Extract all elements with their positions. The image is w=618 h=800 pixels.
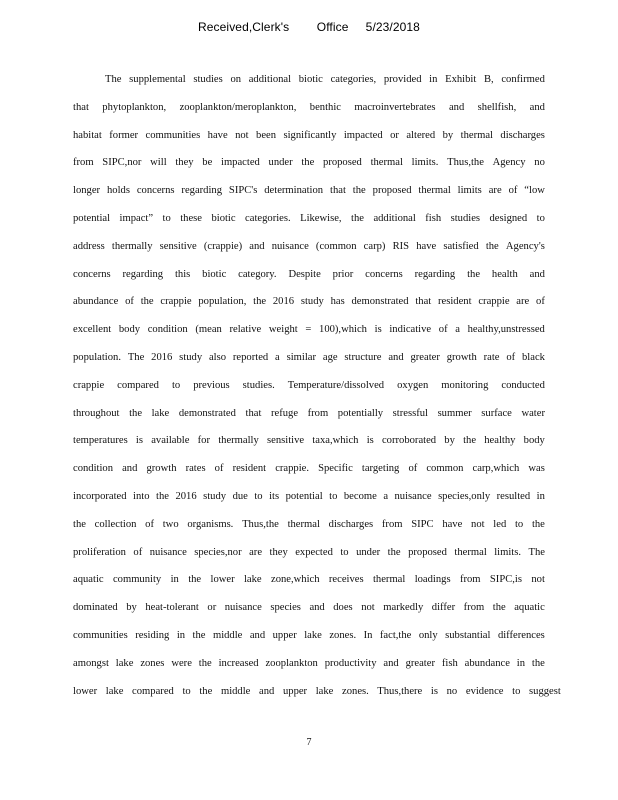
text-line: address thermally sensitive (crappie) and nuisance (common carp) RIS have satisfied the Agency's <box>73 240 545 252</box>
text-line: incorporated into the 2016 study due to its potential to become a nuisance species,only resulted in <box>73 490 545 502</box>
text-line: population. The 2016 study also reported a similar age structure and greater growth rate of black <box>73 351 545 363</box>
body-paragraph <box>73 70 561 709</box>
text-line: lower lake compared to the middle and upper lake zones. Thus,there is no evidence to suggest <box>73 685 561 697</box>
text-line: temperatures is available for thermally sensitive taxa,which is corroborated by the healthy body <box>73 435 545 447</box>
received-date: 5/23/2018 <box>365 20 420 34</box>
text-line: proliferation of nuisance species,nor are they expected to under the proposed thermal limits. The <box>73 546 545 558</box>
text-line: aquatic community in the lower lake zone,which receives thermal loadings from SIPC,is not <box>73 574 545 586</box>
text-line: potential impact” to these biotic categories. Likewise, the additional fish studies designed to <box>73 212 545 224</box>
received-stamp-header <box>0 20 618 34</box>
text-line: The supplemental studies on additional biotic categories, provided in Exhibit B, confirmed <box>105 74 545 85</box>
text-line: concerns regarding this biotic category. Despite prior concerns regarding the health and <box>73 268 545 280</box>
text-line: condition and growth rates of resident crappie. Specific targeting of common carp,which was <box>73 463 545 475</box>
text-line: communities residing in the middle and upper lake zones. In fact,the only substantial differences <box>73 629 545 641</box>
text-line: dominated by heat-tolerant or nuisance species and does not markedly differ from the aquatic <box>73 602 545 614</box>
text-line: that phytoplankton, zooplankton/meroplankton, benthic macroinvertebrates and shellfish, and <box>73 101 545 113</box>
text-line: longer holds concerns regarding SIPC's determination that the proposed thermal limits are of “low <box>73 185 545 197</box>
text-line: abundance of the crappie population, the 2016 study has demonstrated that resident crappie are of <box>73 296 545 308</box>
text-line: habitat former communities have not been significantly impacted or altered by thermal discharges <box>73 129 545 141</box>
text-line: amongst lake zones were the increased zooplankton productivity and greater fish abundance in the <box>73 657 545 669</box>
text-line: excellent body condition (mean relative weight = 100),which is indicative of a healthy,unstressed <box>73 324 545 336</box>
page-number: 7 <box>306 737 312 748</box>
text-line: from SIPC,nor will they be impacted under the proposed thermal limits. Thus,the Agency no <box>73 157 545 169</box>
text-line: the collection of two organisms. Thus,the thermal discharges from SIPC have not led to the <box>73 518 545 530</box>
text-line: throughout the lake demonstrated that refuge from potentially stressful summer surface water <box>73 407 545 419</box>
text-line: crappie compared to previous studies. Temperature/dissolved oxygen monitoring conducted <box>73 379 545 391</box>
office-label: Office <box>316 20 349 34</box>
received-clerks-label: Received,Clerk's <box>198 20 290 34</box>
